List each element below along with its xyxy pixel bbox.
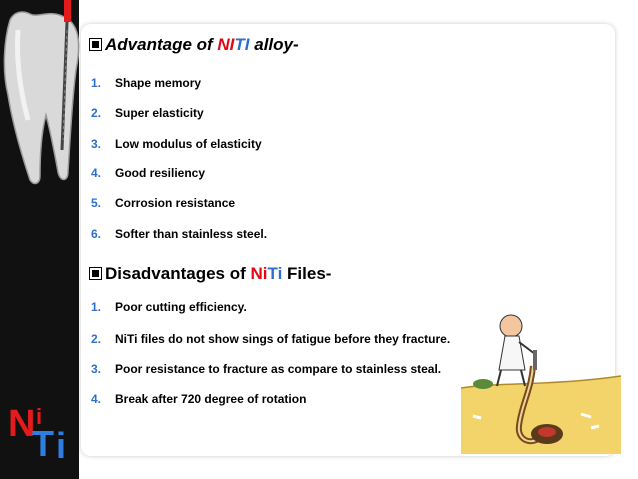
heading-text-end: Files- xyxy=(282,264,332,283)
advantage-item xyxy=(91,196,235,210)
disadvantages-heading xyxy=(89,264,331,284)
item-number: 5. xyxy=(91,196,102,210)
item-number: 2. xyxy=(91,106,102,120)
item-text: NiTi files do not show sings of fatigue before they fracture. xyxy=(115,332,451,346)
advantage-item xyxy=(91,227,267,241)
disadvantage-item xyxy=(91,362,441,376)
square-bullet-icon xyxy=(89,267,102,280)
item-number: 1. xyxy=(91,76,102,90)
logo-letter-i-red: i xyxy=(36,404,43,429)
item-number: 3. xyxy=(91,137,102,151)
item-text: Good resiliency xyxy=(115,166,206,180)
niti-logo xyxy=(6,404,78,468)
item-text: Shape memory xyxy=(115,76,202,90)
item-text: Corrosion resistance xyxy=(115,196,236,210)
logo-letter-n: N xyxy=(8,403,36,445)
item-text: Poor cutting efficiency. xyxy=(115,300,247,314)
logo-letter-i-blue: i xyxy=(56,425,67,466)
advantage-item xyxy=(91,76,201,90)
dentist-digging-cartoon xyxy=(461,296,621,454)
heading-ti: Ti xyxy=(267,264,283,283)
item-text: Break after 720 degree of rotation xyxy=(115,392,307,406)
heading-text: Disadvantages of xyxy=(105,264,251,283)
heading-text: Advantage of xyxy=(105,35,218,54)
heading-ti: TI xyxy=(234,35,250,54)
tooth-file-illustration xyxy=(0,0,85,190)
heading-text-end: alloy- xyxy=(249,35,299,54)
item-text: Poor resistance to fracture as compare to stainless steal. xyxy=(115,362,442,376)
heading-ni: Ni xyxy=(250,264,268,283)
disadvantage-item xyxy=(91,300,247,314)
advantage-item xyxy=(91,106,204,120)
item-text: Super elasticity xyxy=(115,106,204,120)
logo-letter-t: T xyxy=(32,423,54,464)
item-number: 4. xyxy=(91,392,102,406)
item-number: 4. xyxy=(91,166,102,180)
item-number: 3. xyxy=(91,362,102,376)
item-number: 1. xyxy=(91,300,102,314)
square-bullet-icon xyxy=(89,38,102,51)
item-number: 6. xyxy=(91,227,102,241)
item-text: Low modulus of elasticity xyxy=(115,137,262,151)
item-number: 2. xyxy=(91,332,102,346)
advantage-item xyxy=(91,137,262,151)
advantages-heading xyxy=(89,35,299,55)
item-text: Softer than stainless steel. xyxy=(115,227,268,241)
advantage-item xyxy=(91,166,205,180)
disadvantage-item xyxy=(91,332,450,346)
disadvantage-item xyxy=(91,392,306,406)
heading-ni: NI xyxy=(217,35,235,54)
